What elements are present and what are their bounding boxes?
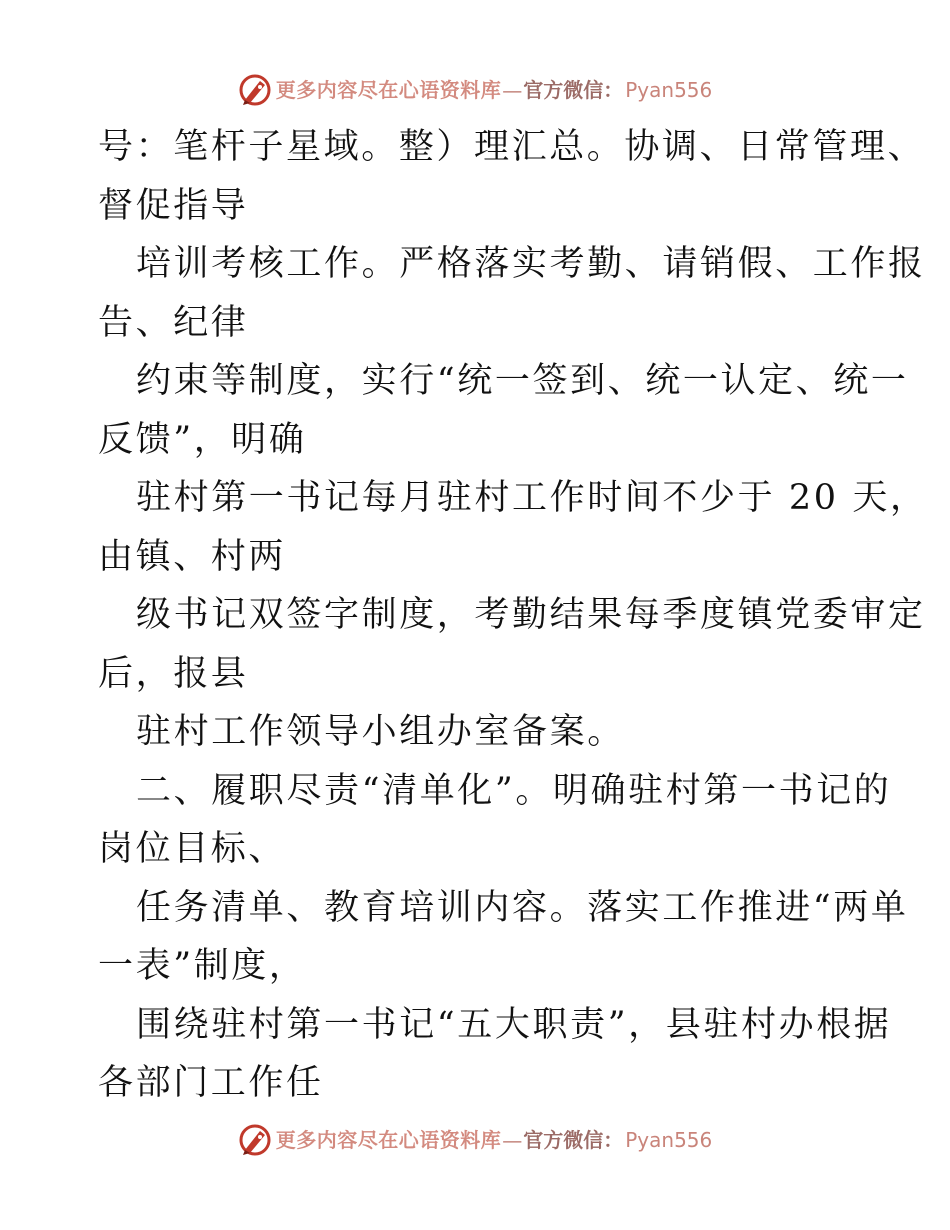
- text-line: 驻村工作领导小组办室备案。: [136, 712, 625, 752]
- banner-sub-text: 官方微信：: [523, 78, 624, 102]
- banner-main-text: 更多内容尽在心语资料库: [275, 78, 502, 102]
- pen-logo-icon: [238, 73, 272, 107]
- banner-dash: —: [502, 1128, 523, 1152]
- text-line: 岗位目标、: [98, 829, 287, 869]
- text-line: 号：笔杆子星域。整）理汇总。协调、日常管理、: [98, 127, 926, 167]
- text-line: 一表”制度，: [98, 946, 307, 986]
- text-line: 告、纪律: [98, 302, 249, 343]
- text-line: 后，报县: [98, 653, 249, 694]
- text-line: 反馈”，明确: [98, 419, 307, 460]
- text-line: 约束等制度，实行“统一签到、统一认定、统一: [136, 361, 909, 401]
- text-line: 围绕驻村第一书记“五大职责”，县驻村办根据: [136, 1004, 892, 1045]
- body-text: [98, 118, 928, 1113]
- text-line: 级书记双签字制度，考勤结果每季度镇党委审定: [136, 595, 926, 635]
- text-line: 培训考核工作。严格落实考勤、请销假、工作报: [136, 244, 926, 284]
- banner-dash: —: [502, 78, 523, 102]
- text-line: 任务清单、教育培训内容。落实工作推进“两单: [136, 887, 909, 928]
- banner-wechat-id: Pyan556: [625, 1128, 713, 1152]
- banner-main-text: 更多内容尽在心语资料库: [275, 1128, 502, 1152]
- text-line: 督促指导: [98, 185, 249, 226]
- text-line: 驻村第一书记每月驻村工作时间不少于 20 天，: [136, 478, 928, 518]
- banner-sub-text: 官方微信：: [523, 1128, 624, 1152]
- text-line: 由镇、村两: [98, 536, 287, 577]
- text-line: 二、履职尽责“清单化”。明确驻村第一书记的: [136, 770, 892, 811]
- pen-logo-icon: [238, 1123, 272, 1157]
- header-banner: [0, 70, 950, 110]
- text-line: 各部门工作任: [98, 1063, 324, 1103]
- banner-wechat-id: Pyan556: [625, 78, 713, 102]
- footer-banner: [0, 1120, 950, 1160]
